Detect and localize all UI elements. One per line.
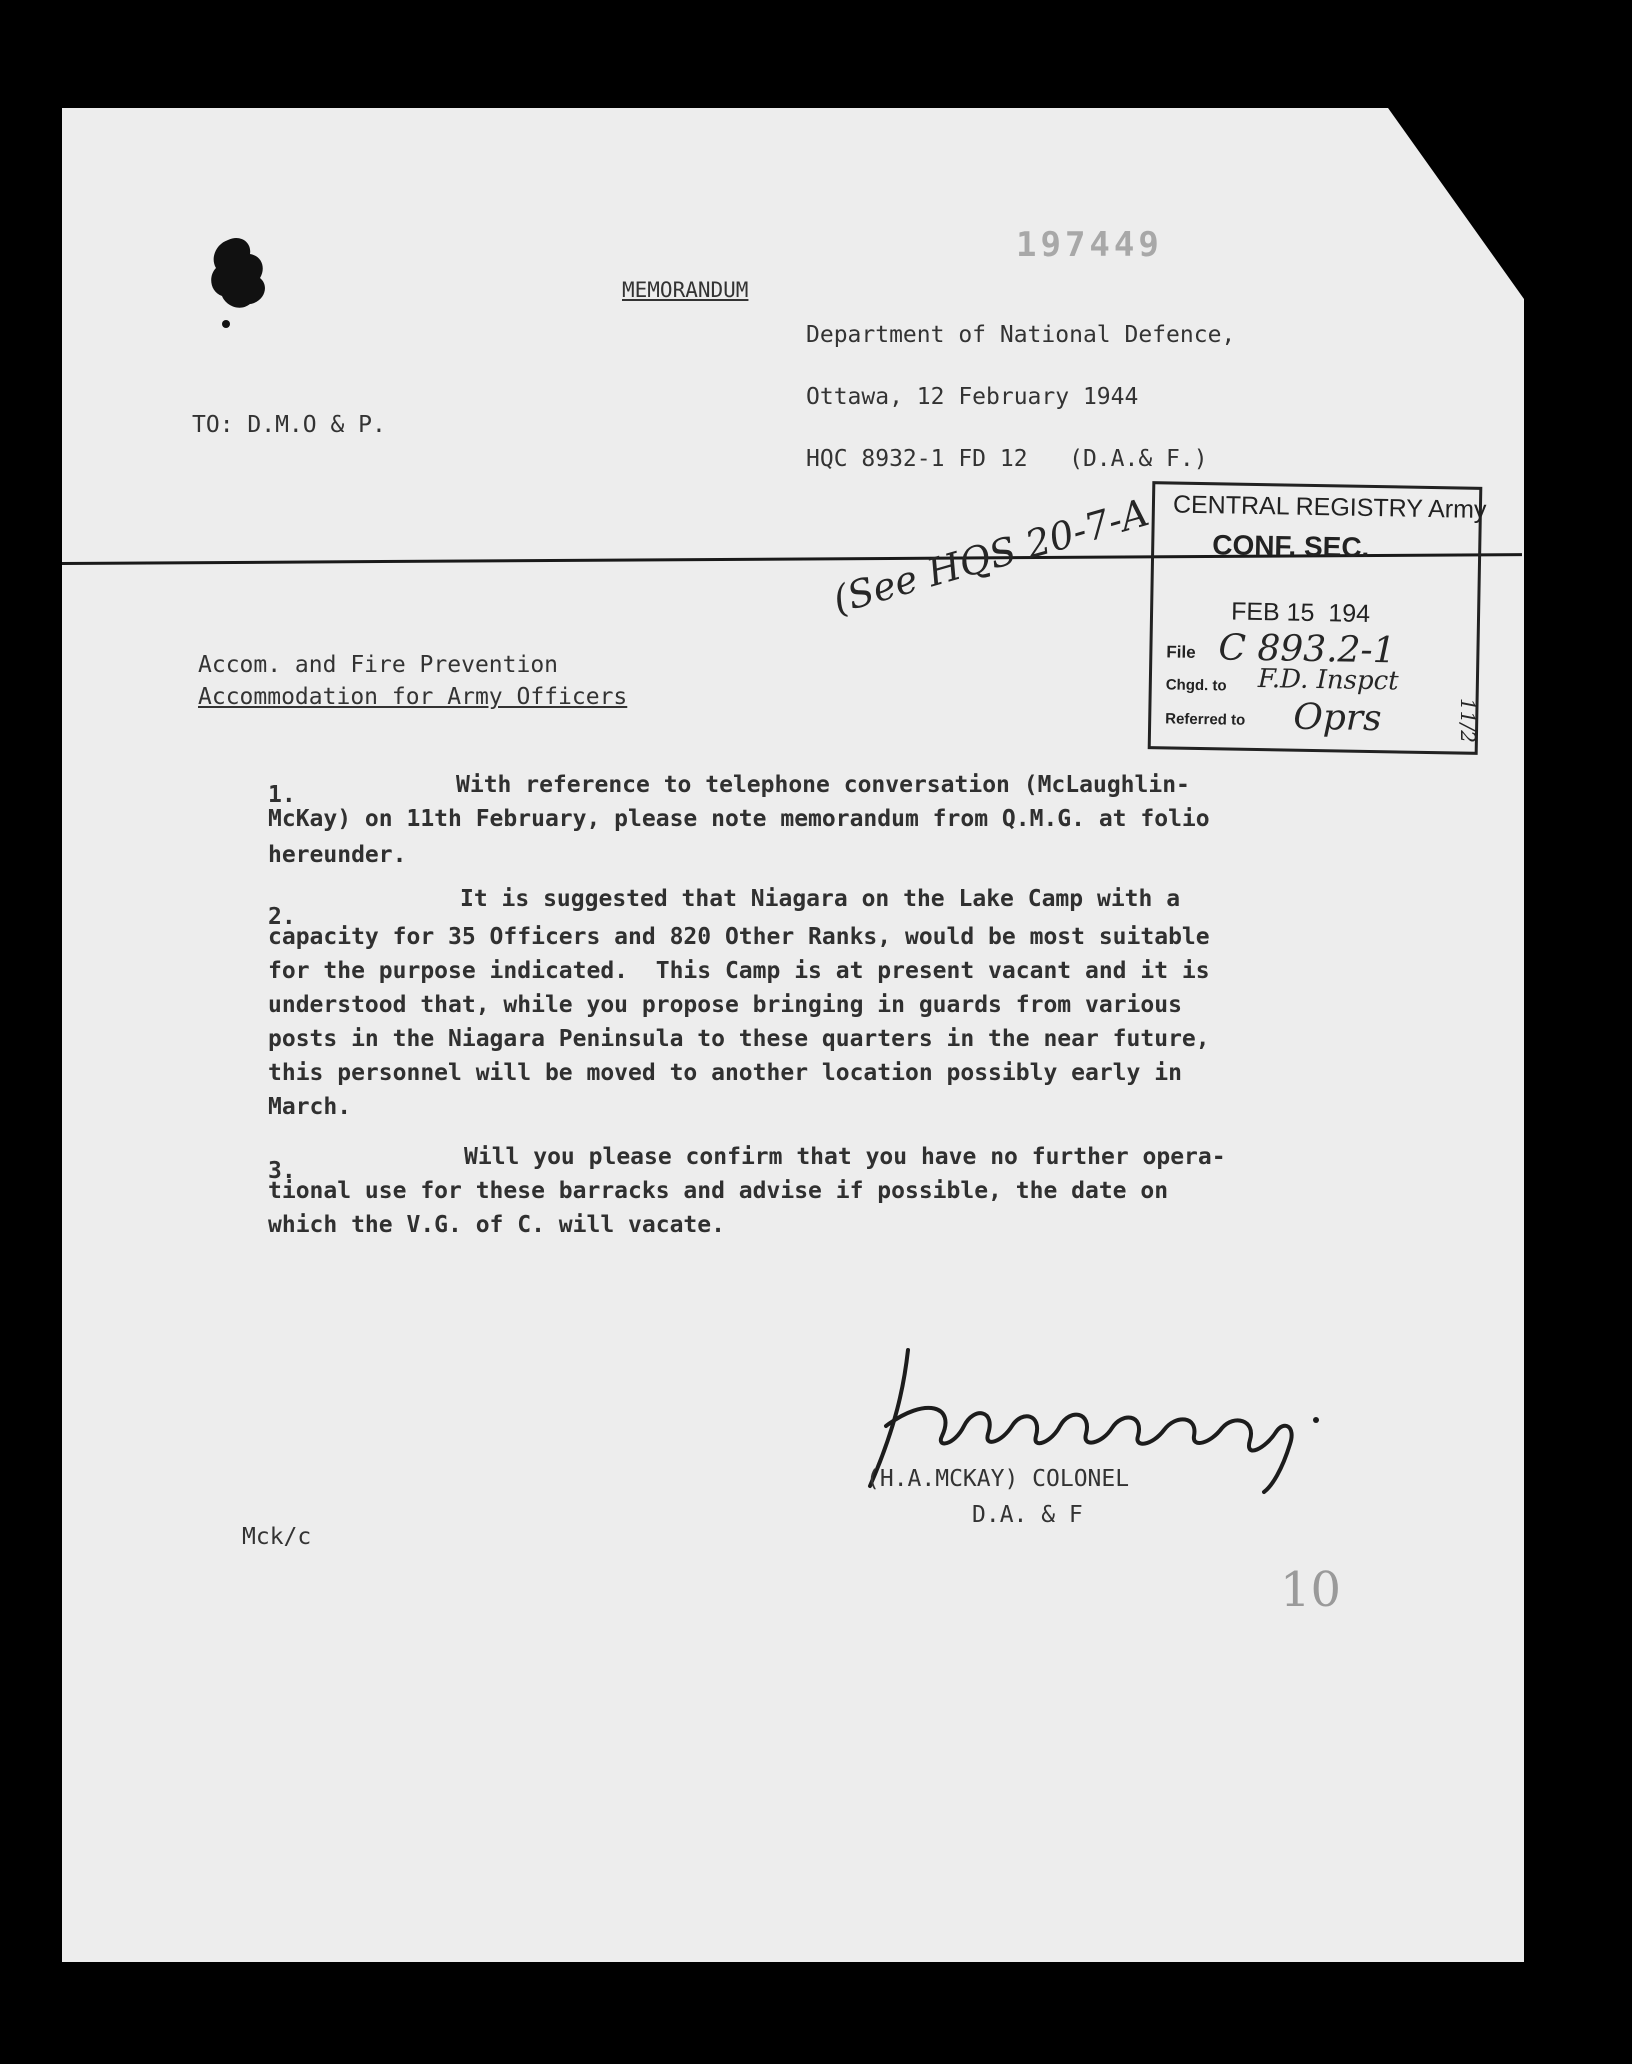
paragraph-line: Will you please confirm that you have no further opera- [464, 1144, 1226, 1170]
paragraph-line: posts in the Niagara Peninsula to these quarters in the near future, [268, 1026, 1210, 1052]
paragraph-line: which the V.G. of C. will vacate. [268, 1212, 725, 1238]
signatory-name: (H.A.MCKAY) COLONEL [866, 1466, 1130, 1492]
stamp-referred-value: Oprs [1292, 696, 1382, 740]
margin-note: 11/2 [1456, 698, 1480, 743]
file-reference: HQC 8932-1 FD 12 (D.A.& F.) [806, 446, 1208, 472]
stamp-conf-sec: CONF. SEC. [1211, 529, 1370, 563]
typist-initials: Mck/c [242, 1524, 312, 1550]
paragraph-line: capacity for 35 Officers and 820 Other Ranks, would be most suitable [268, 924, 1210, 950]
place-date-line: Ottawa, 12 February 1944 [806, 384, 1139, 410]
paragraph-line: understood that, while you propose bringing in guards from various [268, 992, 1182, 1018]
stamp-chgd-value: F.D. Inspct [1257, 664, 1399, 697]
registry-stamp [1148, 481, 1487, 755]
paragraph-line: March. [268, 1094, 352, 1120]
stamp-date: FEB 15 194 [1230, 597, 1371, 628]
paragraph-line: It is suggested that Niagara on the Lake Camp with a [460, 886, 1181, 912]
ink-blot [200, 232, 280, 332]
paragraph-line: this personnel will be moved to another location possibly early in [268, 1060, 1182, 1086]
department-line: Department of National Defence, [806, 322, 1236, 348]
subject-line-2: Accommodation for Army Officers [198, 684, 628, 710]
paragraph-line: With reference to telephone conversation (McLaughlin- [456, 772, 1190, 798]
stamp-registry-line: CENTRAL REGISTRY Army [1172, 490, 1487, 524]
stamp-file-label: File [1166, 642, 1196, 662]
paragraph-line: tional use for these barracks and advise if possible, the date on [268, 1178, 1169, 1204]
to-line: TO: D.M.O & P. [192, 412, 386, 438]
paragraph-number: 2. [268, 904, 296, 930]
paragraph-line: McKay) on 11th February, please note memorandum from Q.M.G. at folio [268, 806, 1210, 832]
subject-line-1: Accom. and Fire Prevention [198, 652, 559, 678]
memo-title: MEMORANDUM [622, 278, 749, 302]
paragraph-number: 1. [268, 782, 296, 808]
stamp-file-value: C 893.2-1 [1218, 627, 1396, 672]
registry-number: 197449 [1016, 225, 1163, 265]
paragraph-line: for the purpose indicated. This Camp is at present vacant and it is [268, 958, 1210, 984]
paragraph-number: 3. [268, 1158, 296, 1184]
folio-number: 10 [1280, 1562, 1342, 1618]
stamp-chgd-label: Chgd. to [1165, 676, 1227, 695]
paragraph-line: hereunder. [268, 842, 407, 868]
see-reference-note: (See HQS 20-7-A [828, 490, 1154, 623]
stamp-referred-label: Referred to [1165, 710, 1246, 729]
signatory-title: D.A. & F [972, 1502, 1083, 1528]
